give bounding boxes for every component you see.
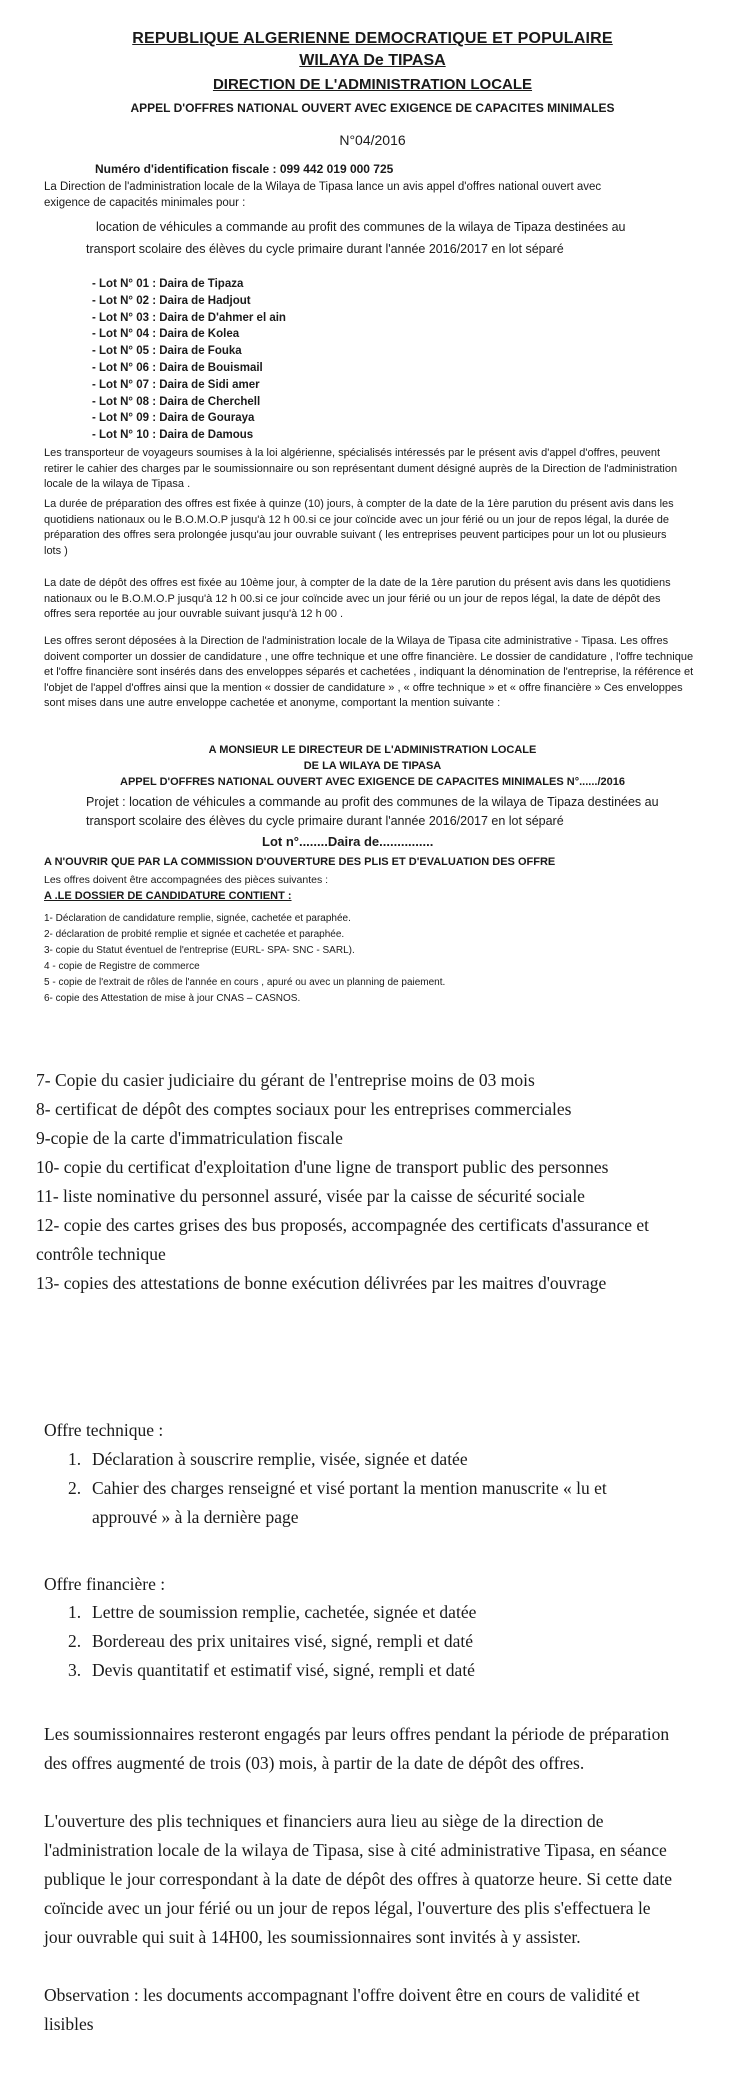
list-item: 10- copie du certificat d'exploitation d'une ligne de transport public des personnes [36, 1157, 609, 1177]
list-item: 12- copie des cartes grises des bus proposés, accompagnée des certificats d'assurance et contrôle technique [36, 1215, 649, 1264]
intro-paragraph: La Direction de l'administration locale de la Wilaya de Tipasa lance un avis appel d'offres national ouvert avec exigence de capacités minimales pour : [44, 181, 602, 209]
offre-technique-list [68, 1445, 668, 1532]
list-item: - Lot N° 03 : Daira de D'ahmer el ain [92, 310, 286, 327]
list-item: 6- copie des Attestation de mise à jour CNAS – CASNOS. [44, 993, 301, 1004]
offre-financiere-title: Offre financière : [44, 1574, 166, 1594]
pieces-intro: Les offres doivent être accompagnées des pièces suivantes : [44, 874, 329, 886]
object-line-1: location de véhicules a commande au profit des communes de la wilaya de Tipaza destinées au [96, 220, 626, 234]
list-item: - Lot N° 02 : Daira de Hadjout [92, 293, 286, 310]
appel-title: APPEL D'OFFRES NATIONAL OUVERT AVEC EXIGENCE DE CAPACITES MINIMALES [130, 101, 615, 115]
final-ouverture-paragraph: L'ouverture des plis techniques et financiers aura lieu au siège de la direction de l'administration locale de la wilaya de Tipasa, sise à cité administrative Tipasa, en séance publique le jour correspondant à la date de dépôt des offres à quatorze heure. Si cette date coïncide avec un jour férié ou un jour de repos légal, l'ouverture des plis s'effectuera le jour ouvrable qui suit à 14H00, les soumissionnaires sont invités à y assister. [44, 1811, 672, 1947]
direction-title: DIRECTION DE L'ADMINISTRATION LOCALE [212, 76, 533, 93]
fiscal-id: Numéro d'identification fiscale : 099 442 019 000 725 [95, 162, 394, 176]
dossier-title: A .LE DOSSIER DE CANDIDATURE CONTIENT : [44, 890, 292, 902]
list-item: - Lot N° 07 : Daira de Sidi amer [92, 377, 286, 394]
list-item: 5 - copie de l'extrait de rôles de l'année en cours , apuré ou avec un planning de paiement. [44, 977, 446, 988]
duree-paragraph: La durée de préparation des offres est fixée à quinze (10) jours, à compter de la date de la 1ère parution du présent avis dans les quotidiens nationaux ou le B.O.M.O.P jusqu'à 12 h 00.si ce jour coïncide avec un jour férié ou un jour de repos légal, la durée de préparation des offres sera prolongée jusqu'au jour ouvrable suivant ( les entreprises peuvent participes pour un lot ou plusieurs lots ) [44, 498, 674, 557]
list-item: - Lot N° 04 : Daira de Kolea [92, 326, 286, 343]
lots-list [92, 276, 286, 444]
list-item: - Lot N° 09 : Daira de Gouraya [92, 410, 286, 427]
list-item: 2. Cahier des charges renseigné et visé portant la mention manuscrite « lu et approuvé » à la dernière page [68, 1478, 607, 1527]
list-item: 9-copie de la carte d'immatriculation fiscale [36, 1128, 343, 1148]
list-item: 13- copies des attestations de bonne exécution délivrées par les maitres d'ouvrage [36, 1273, 607, 1293]
object-line-2: transport scolaire des élèves du cycle primaire durant l'année 2016/2017 en lot séparé [86, 242, 564, 256]
list-item: - Lot N° 08 : Daira de Cherchell [92, 394, 286, 411]
envelope-nouvrir: A N'OUVRIR QUE PAR LA COMMISSION D'OUVERTURE DES PLIS ET D'EVALUATION DES OFFRE [44, 856, 556, 868]
list-item: 2- déclaration de probité remplie et signée et cachetée et paraphée. [44, 929, 345, 940]
envelope-line-3: APPEL D'OFFRES NATIONAL OUVERT AVEC EXIGENCE DE CAPACITES MINIMALES N°....../2016 [120, 776, 625, 788]
list-item: 3. Devis quantitatif et estimatif visé, signé, rempli et daté [68, 1660, 475, 1680]
list-item: 11- liste nominative du personnel assuré, visée par la caisse de sécurité sociale [36, 1186, 585, 1206]
offre-technique-title: Offre technique : [44, 1420, 164, 1440]
depot-paragraph: La date de dépôt des offres est fixée au 10ème jour, à compter de la date de la 1ère parution du présent avis dans les quotidiens nationaux ou le B.O.M.O.P jusqu'à 12 h 00.si ce jour coïncide avec un jour férié ou un jour de repos légal, la date de dépôt des offres sera reportée au jour ouvrable suivant jusqu'à 12 h 00 . [44, 577, 671, 620]
envelope-projet-1: Projet : location de véhicules a commande au profit des communes de la wilaya de Tipaza destinées au [86, 795, 659, 809]
envelope-lot: Lot n°........Daira de............... [262, 834, 434, 849]
wilaya-title: WILAYA De TIPASA [299, 52, 446, 69]
list-item: - Lot N° 05 : Daira de Fouka [92, 343, 286, 360]
notice-number: N°04/2016 [339, 132, 406, 148]
envelope-line-2: DE LA WILAYA DE TIPASA [303, 760, 442, 772]
envelope-line-1: A MONSIEUR LE DIRECTEUR DE L'ADMINISTRATION LOCALE [208, 744, 537, 756]
final-engages-paragraph: Les soumissionnaires resteront engagés par leurs offres pendant la période de préparation des offres augmenté de trois (03) mois, à partir de la date de dépôt des offres. [44, 1724, 670, 1773]
list-item: 1. Déclaration à souscrire remplie, visée, signée et datée [68, 1449, 468, 1469]
list-item: - Lot N° 01 : Daira de Tipaza [92, 276, 286, 293]
final-observation: Observation : les documents accompagnant l'offre doivent être en cours de validité et lisibles [44, 1985, 640, 2034]
offres-paragraph: Les offres seront déposées à la Direction de l'administration locale de la Wilaya de Tipasa cite administrative - Tipasa. Les offres doivent comporter un dossier de candidature , une offre technique et une offre financière. Le dossier de candidature , l'offre technique et l'offre financière sont insérés dans des enveloppes séparés et cachetées , indiquant la dénomination de l'entreprise, la référence et l'objet de l'appel d'offres ainsi que la mention « dossier de candidature » , « offre technique » et « offre financière » Ces enveloppes sont mises dans une autre enveloppe cachetée et anonyme, comportant la mention suivante : [44, 635, 694, 709]
list-item: 8- certificat de dépôt des comptes sociaux pour les entreprises commerciales [36, 1099, 572, 1119]
list-item: 4 - copie de Registre de commerce [44, 961, 200, 972]
dossier-big-list [36, 1066, 676, 1298]
republic-title: REPUBLIQUE ALGERIENNE DEMOCRATIQUE ET POPULAIRE [132, 30, 613, 47]
list-item: 2. Bordereau des prix unitaires visé, signé, rempli et daté [68, 1631, 473, 1651]
offre-financiere-list [68, 1598, 668, 1685]
list-item: - Lot N° 10 : Daira de Damous [92, 427, 286, 444]
dossier-small-list [44, 911, 445, 1007]
envelope-projet-2: transport scolaire des élèves du cycle primaire durant l'année 2016/2017 en lot séparé [86, 814, 564, 828]
list-item: 3- copie du Statut éventuel de l'entreprise (EURL- SPA- SNC - SARL). [44, 945, 355, 956]
list-item: - Lot N° 06 : Daira de Bouismail [92, 360, 286, 377]
list-item: 1. Lettre de soumission remplie, cachetée, signée et datée [68, 1602, 477, 1622]
list-item: 1- Déclaration de candidature remplie, signée, cachetée et paraphée. [44, 913, 351, 924]
transporteurs-paragraph: Les transporteur de voyageurs soumises à la loi algérienne, spécialisés intéressés par le présent avis d'appel d'offres, peuvent retirer le cahier des charges par le soumissionnaire ou son représentant dument désigné auprès de la Direction de l'administration locale de la wilaya de Tipasa . [44, 447, 678, 490]
list-item: 7- Copie du casier judiciaire du gérant de l'entreprise moins de 03 mois [36, 1070, 535, 1090]
